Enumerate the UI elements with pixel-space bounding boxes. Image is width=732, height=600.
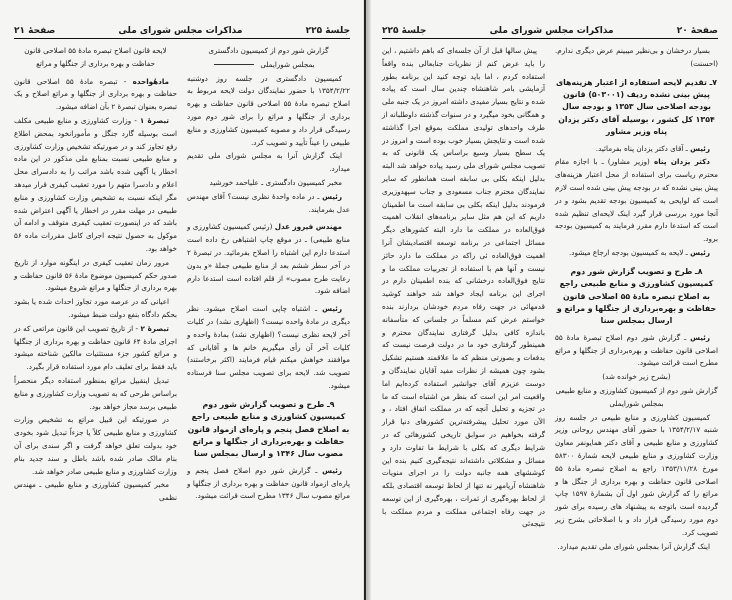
page-20 [366, 0, 732, 600]
column-left [187, 45, 350, 506]
chair-remark-1: رئیس ـ آقای دکتر یزدان پناه بفرمائید. [595, 143, 710, 153]
session-label: جلسهٔ ۲۲۵ [382, 26, 427, 36]
page-header [382, 26, 718, 39]
chair-remark-2: رئیس ـ لایحه به کمیسیون بودجه ارجاع میشود. [568, 248, 710, 257]
adl-remark: مهندس فیروز عدل (رئیس کمیسیون کشاورزی و منابع طبیعی) ـ در موقع چاپ اشتباهی رخ داده است استدعا دارم این اشتباه را اصلاح بفرمائید. در تبصرهٔ ۲ در آخر سطر ششم بعد از منابع طبیعی جملهٔ «و بدون رعایت طرح مصوب» از قلم افتاده است استدعا دارم اضافه شود. [187, 222, 350, 296]
header-title: مذاکرات مجلس شورای ملی [489, 26, 614, 36]
report-body: کمیسیون کشاورزی و منابع طبیعی در جلسه روز شنبه ۱۳۵۴/۲/۱۷ با حضور آقای مهندس روحانی وزیر کشاورزی و منابع طبیعی و آقای دکتر همایونفر معاون وزارت کشاورزی و منابع طبیعی لایحه شمارهٔ ۵۸۳۰۰ مورخ ۱۳۵۳/۱۱/۲۸ راجع به اصلاح تبصره مادهٔ ۵۵ اصلاحی قانون حفاظت و بهره برداری از جنگل ها و مراتع را که گزارش شور اول آن بشمارهٔ ۱۵۹۷ چاپ گردیده است باتوجه به پیشنهاد های رسیده برای شور دوم مورد رسیدگی قرار داد و با اصلاحاتی بشرح زیر تصویب کرد. [555, 412, 719, 537]
chair-remark-2: رئیس ـ اشتباه چاپی است اصلاح میشود. نظر دیگری در مادهٔ واحده نیست؟ (اظهاری نشد) در کلیات آخر لایحه نظری نیست؟ (اظهاری نشد) بمادهٔ واحده و کلیات آخر آن رأی میگیریم خانم ها و آقایانی که موافقند خواهش میکنم قیام فرمایند (اکثر برخاستند) تصویب شد. لایحه برای تصویب مجلس سنا فرستاده میشود. [187, 304, 350, 390]
signature: مخبر کمیسیون کشاورزی و منابع طبیعی ـ مهندس نظمی [14, 480, 177, 503]
paragraph-conversion: تبدیل اینقبیل مراتع بمنظور استفاده دیگر منحصراً براساس طرحی که به تصویب وزارت کشاورزی و منابع طبیعی برسد مجاز خواهد بود. [14, 375, 177, 411]
header-title: مذاکرات مجلس شورای ملی [118, 26, 243, 36]
item-8-heading: ۸ـ طرح و تصویب گزارش شور دوم کمیسیون کشاورزی و منابع طبیعی راجع به اصلاح تبصره مادهٔ ۵۵ اصلاحی قانون حفاظت و بهره‌برداری از جنگلها و مراتع و ارسال بمجلس سنا [556, 266, 717, 326]
note-2: تبصرهٔ ۲ - از تاریخ تصویب این قانون مراتعی که در اجرای مادهٔ ۶۴ قانون حفاظت و بهره برداری از جنگلها و مراتع کشور جزء مستثنیات مالکین شناخته میشود باید فقط برای تعلیف دام مورد استفاده قرار بگیرد. [14, 323, 177, 372]
signature: مخبر کمیسیون دادگستری ـ علیاحمد خورشید [209, 177, 342, 187]
column-right [382, 45, 545, 554]
report-title: گزارش شور دوم از کمیسیون کشاورزی و منابع طبیعی بمجلس شورایملی [555, 386, 718, 408]
submission: اینک گزارش آنرا به مجلس شورای ملی تقدیم میدارد. [187, 151, 350, 174]
column-right [14, 45, 177, 506]
paragraph-buildings: اعیانی که در عرصه مورد تجاوز احداث شده یا بشود بحکم دادگاه بنفع دولت ضبط میشود. [14, 297, 177, 319]
single-article: مادهٔواحده - تبصره مادهٔ ۵۵ اصلاحی قانون حفاظت و بهره برداری از جنگلها و مراتع اصلاح و یک تبصره بعنوان تبصرهٔ ۲ بآن اضافه میشود. [14, 76, 177, 112]
divider [214, 64, 254, 65]
session-label: جلسهٔ ۲۲۵ [305, 26, 350, 36]
report-body: کمیسیون دادگستری در جلسه روز دوشنبه ۱۳۵۴/۲/۲۲ با حضور نمایندگان دولت لایحه مربوط به اصلاح تبصره مادهٔ ۵۵ اصلاحی قانون حفاظت و بهره برداری از جنگلها و مراتع را برای شور دوم مورد رسیدگی قرار داد و مصوبه کمیسیون کشاورزی و منابع طبیعی را عیناً تأیید و تصویب کرد. [187, 73, 350, 147]
page-gutter [363, 0, 371, 600]
continuation: بسیار درخشان و بی‌نظیر میبینم عرض دیگری ندارم. (احسنت) [555, 46, 718, 68]
column-left [555, 45, 718, 554]
page-number: صفحهٔ ۲۰ [676, 26, 718, 36]
item-7-heading: ۷ـ تقدیم لایحه استفاده از اعتبار هزینه‌های پیش بینی نشده ردیف (۵۰۳۰۰۱) قانون بودجه اصلاحی سال ۱۳۵۳ و بودجه سال ۱۳۵۴ کل کشور ، بوسیله آقای دکتر یزدان پناه وزیر مشاور [555, 77, 718, 137]
note-1: تبصرهٔ ۱ - وزارت کشاورزی و منابع طبیعی مکلف است بوسیله گارد جنگل و مأمورانخود بمحض اطلاع رفع تجاوز کند و در صورتیکه تشخیص وزارت کشاورزی و منابع طبیعی نسبت بمنابع ملی مذکور در این ماده اخطار یا آگهی شده باشد مراتب را به دادسرای محل اعلام و دادسرا متهم را مورد تعقیب کیفری قرار میدهد مگر اینکه نسبت به تشخیص وزارت کشاورزی و منابع طبیعی در مهلت مقرر در اخطار یا آگهی اعتراض شده باشد که در اینصورت تعقیب کیفری متوقف و ادامه آن موکول به حصول نتیجه اجرای کامل مقررات ماده ۵۶ خواهد بود. [14, 115, 177, 253]
item-9-heading: ۹ـ طرح و تصویب گزارش شور دوم کمیسیون کشاورزی و منابع طبیعی راجع به اصلاح فصل پنجم و پاره‌ای ازمواد قانون حفاظت و بهره‌برداری از جنگلها و مراتع مصوب سال ۱۳۴۶ و ارسال بمجلس سنا [187, 399, 350, 459]
chair-remark-3: رئیس ـ گزارش شور دوم اصلاح فصل پنجم و پاره‌ای ازمواد قانون حفاظت و بهره برداری از جنگلها و مراتع مصوب سال ۱۳۴۶ مطرح است قرائت میشود. [187, 465, 350, 501]
report-title: گزارش شور دوم از کمیسیون دادگستری [208, 46, 329, 55]
page-header [14, 26, 350, 39]
addressee: بمجلس شورایملی [187, 59, 350, 72]
columns [14, 45, 350, 506]
paragraph-case: در صورتیکه این قبیل مراتع به تشخیص وزارت کشاورزی و منابع طبیعی کلاً یا جزءاً تبدیل شود بخودی خود بدولت تعلق خواهد گرفت و اگر سندی برای آن بنام مالک صادر شده باشد باطل و سند جدید بنام وزارت کشاورزی و منابع طبیعی صادر خواهد شد. [14, 415, 177, 476]
paragraph-time-limit: مرور زمان تعقیب کیفری در اینگونه موارد از تاریخ صدور حکم کمیسیون موضوع مادهٔ ۵۶ قانون حفاظت و بهره برداری از جنگلها و مراتع شروع میشود. [14, 257, 177, 293]
bill-title: لایحه قانون اصلاح تبصره مادهٔ ۵۵ اصلاحی قانون حفاظت و بهره برداری از جنگلها و مراتع [24, 46, 167, 68]
chair-remark-3: رئیس ـ گزارش شور دوم اصلاح تبصرهٔ مادهٔ ۵۵ اصلاحی قانون حفاظت و بهره‌برداری از جنگلها و مراتع مطرح است قرائت میشود. [555, 332, 718, 368]
columns [382, 45, 718, 554]
submission: اینک گزارش آنرا بمجلس شورای ملی تقدیم میدارد. [557, 541, 710, 551]
yazdanpanah-remark: دکتر یزدان پناه (وزیر مشاور) ـ با اجازه مقام محترم ریاست برای استفاده از محل اعتبار هزینه‌های پیش بینی نشده که در بودجه پیش بینی شده است لازم است که لوایحی به کمیسیون بودجه تقدیم بشود و در آنجا مورد بررسی قرار گیرد اینک لایحه‌ای تنظیم شده است که استدعا دارم مقرر فرمایند به کمیسیون بودجه برود. [555, 157, 718, 244]
speech-body: پیش سالها قبل از آن جلسه‌ای که باهم داشتیم ، این را باید عرض کنم از نظریات جنابعالی بنده واقعاً استفاده کردم ، اما باید توجه کنید این برنامه بطور آزمایشی بامر شاهنشاه چندین سال است که پیاده شده و نتایج بسیار مفیدی داشته امروز در یک جنبه ملی و همگانی بخود میگیرد و در سنوات گذشته داوطلبانه از طرف واحدهای تولیدی مملکت بموقع اجرا گذاشته شده است و نتایجش بسیار خوب بوده است و امروز در یک سطح بسیار وسیع براساس یک قانونی که به تصویب مجلس شورای ملی رسید پیاده خواهد شد البته بدلیل اینکه بکلی بی سابقه است همانطور که سایر نمایندگان محترم جناب مسعودی و جناب سپهدوزیری فرمودند بدلیل اینکه بکلی بی سابقه است ما اطمینان داریم که این هم مثل سایر برنامه‌های انقلاب اهمیت فوق‌العاده در مملکت ما دارد البته کشورهای دیگر مسائل اجتماعی در برنامه توسعه اقتصادیشان آنرا اهمیت فوق‌العاده ئی راکه در مملکت ما دارد حائز نیست و آنها هم با استفاده از تجربیات مملکت ما و نتایج فوق‌العاده درخشانی که بنده اطمینان دارم در اجرای این برنامه ایجاد خواهد شد خواهند کوشید قدمهائی در جهت رفاه مردم خودشان بردارند بنده خواستم عرض کنم مسلماً در جلسانی که متأسفانه باندازه کافی بدلیل گرفتاری نمایندگان محترم و همینطور گرفتاری خود ما در دولت فرصت نیست که بدفعات و بصورتی منظم که ما علاقمند هستیم تشکیل بشود چون همیشه از نظرات مفید آقایان نمایندگان و دوست عزیزم آقای جوانشیر استفاده کرده‌ایم اما واقعیت امر این است که بنظر من اشتباه است که ما در تجزیه و تحلیل آنچه که در مملکت اتفاق افتاد ، و الآن مورد تحلیل پیشرفته‌ترین کشورهای دنیا قرار گرفته بخواهیم در سوابق تاریخی کشورهائی که در شرایط دیگری که بکلی با شرایط ما تفاوت دارد و مسائل و مشکلاتی داشته‌اند نتیجه‌گیری کنیم بنده این کوششهای همه جانبه دولت را در اجرای منویات شاهنشاه آریامهر نه تنها از لحاظ توسعه اقتصادی بلکه از لحاظ بهره‌گیری از ثمرات ، بهره‌گیری از این توسعه در جهت رفاه اجتماعی مملکت و مردم مملکت با نتیجه‌ئی [382, 46, 545, 529]
page-number: صفحهٔ ۲۱ [14, 26, 56, 36]
read-note: (بشرح زیر خوانده شد) [602, 372, 671, 382]
chair-remark-1: رئیس ـ در ماده واحدهٔ نظری نیست؟ آقای مهندس عدل بفرمایند. [187, 191, 350, 214]
